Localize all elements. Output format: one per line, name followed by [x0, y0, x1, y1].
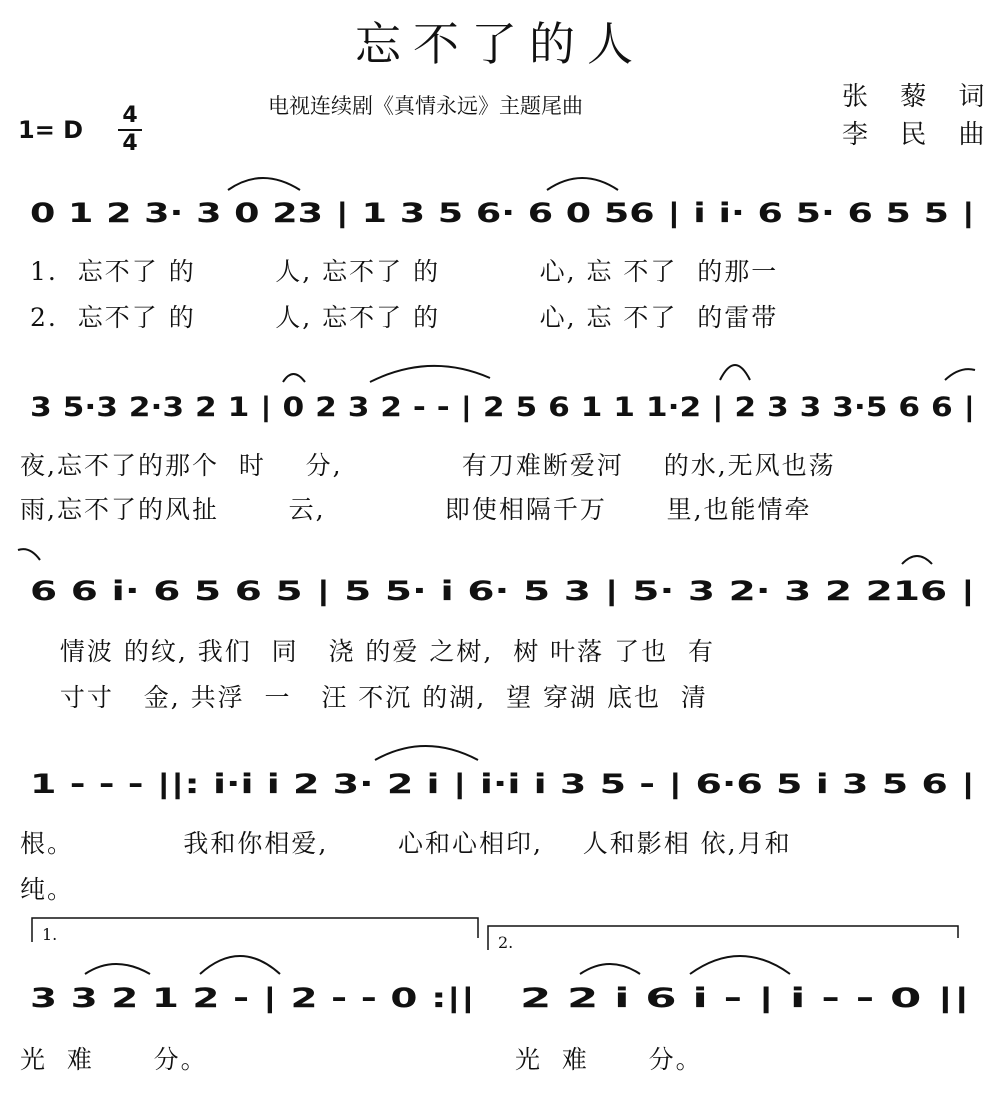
key-signature: 1= D	[18, 116, 84, 144]
composer-credit: 李 民 曲	[842, 120, 997, 150]
song-subtitle: 电视连续剧《真情永远》主题尾曲	[268, 94, 583, 118]
time-signature-top: 4	[122, 103, 138, 128]
lyric-ending-1: 光 难 分。	[20, 1045, 208, 1074]
lyric-ending-2: 光 难 分。	[515, 1045, 703, 1074]
notation-line-3: 6 6 i· 6 5 6 5 | 5 5· i 6· 5 3 | 5· 3 2· 3 2 216 |	[30, 576, 975, 607]
song-title: 忘不了的人	[355, 17, 645, 71]
volta-brackets	[32, 918, 958, 950]
notation-line-5-ending-1: 3 3 2 1 2 - | 2 - - 0 :||	[30, 983, 475, 1014]
lyric-line-2-verse-1: 夜,忘不了的那个 时 分, 有刀难断爱河 的水,无风也荡	[20, 451, 836, 480]
lyric-line-1-verse-2: 2. 忘不了 的 人, 忘不了 的 心, 忘 不了 的雷带	[30, 303, 779, 332]
notation-line-5-ending-2: 2 2 i 6 i - | i - - 0 ||	[520, 983, 970, 1014]
ending-2-label: 2.	[498, 933, 514, 952]
time-signature-bottom: 4	[122, 131, 138, 156]
lyric-line-2-verse-2: 雨,忘不了的风扯 云, 即使相隔千万 里,也能情牵	[20, 495, 812, 524]
notation-line-2: 3 5·3 2·3 2 1 | 0 2 3 2 - - | 2 5 6 1 1 1·2 | 2 3 3 3·5 6 6 |	[30, 392, 975, 423]
lyric-line-4-verse-1: 根。 我和你相爱, 心和心相印, 人和影相 依,月和	[20, 829, 792, 858]
lyric-line-1-verse-1: 1. 忘不了 的 人, 忘不了 的 心, 忘 不了 的那一	[30, 257, 779, 286]
lyric-line-3-verse-1: 情波 的纹, 我们 同 浇 的爱 之树, 树 叶落 了也 有	[40, 637, 715, 666]
lyric-line-3-verse-2: 寸寸 金, 共浮 一 汪 不沉 的湖, 望 穿湖 底也 清	[40, 683, 708, 712]
lyric-line-4-verse-2: 纯。	[20, 875, 75, 904]
notation-line-1: 0 1 2 3· 3 0 23 | 1 3 5 6· 6 0 56 | i i· 6 5· 6 5 5 |	[30, 198, 975, 229]
lyricist-credit: 张 藜 词	[842, 82, 997, 112]
notation-line-4: 1 - - - ||: i·i i 2 3· 2 i | i·i i 3 5 - | 6·6 5 i 3 5 6 |	[30, 769, 975, 800]
ending-1-label: 1.	[42, 925, 58, 944]
